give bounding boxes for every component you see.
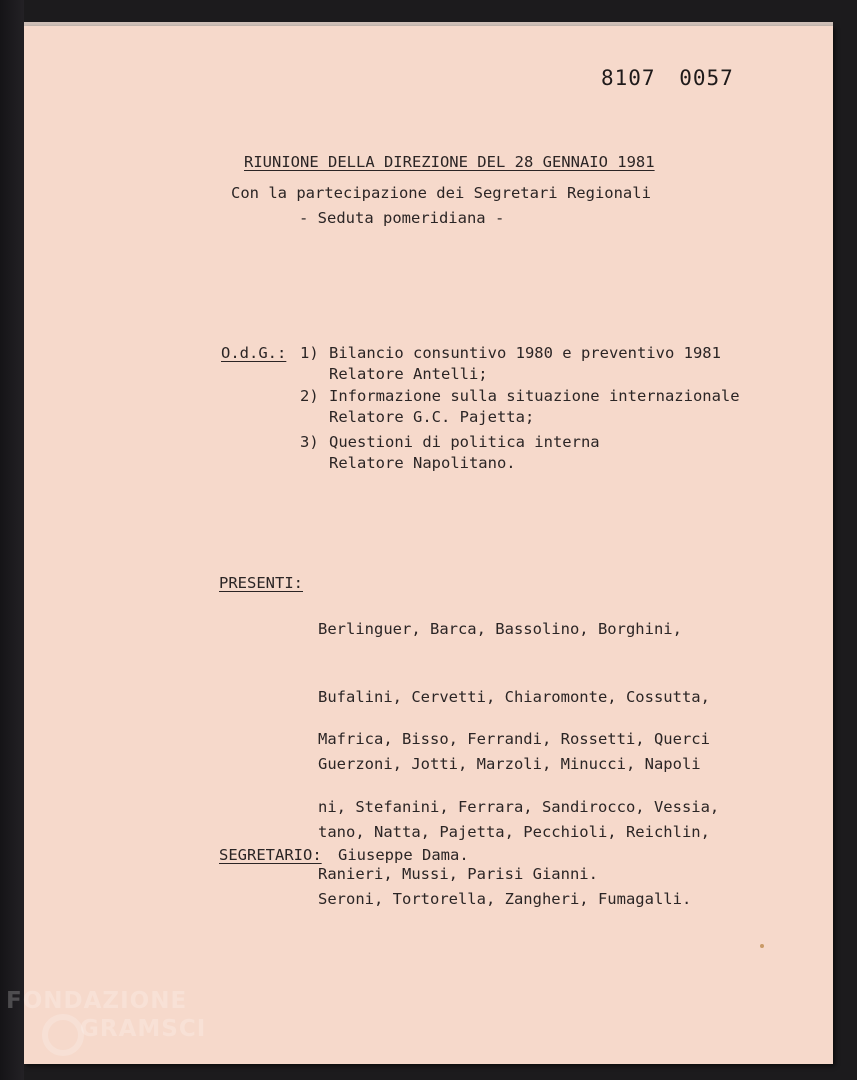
agenda-item-number: 1) bbox=[300, 344, 319, 362]
presenti-line: Guerzoni, Jotti, Marzoli, Minucci, Napoli bbox=[318, 755, 701, 773]
logo-ring-icon bbox=[42, 1014, 84, 1056]
document-title: RIUNIONE DELLA DIREZIONE DEL 28 GENNAIO 1981 bbox=[244, 153, 655, 171]
agenda-item-title: Bilancio consuntivo 1980 e preventivo 1981 bbox=[329, 344, 721, 362]
presenti-regional-list bbox=[318, 683, 719, 908]
segretario-label: SEGRETARIO: bbox=[219, 846, 322, 864]
watermark-line2: GRAMSCI bbox=[80, 1016, 207, 1042]
presenti-line: Ranieri, Mussi, Parisi Gianni. bbox=[318, 865, 598, 883]
agenda-item-rapporteur: Relatore Antelli; bbox=[329, 365, 488, 383]
presenti-line: Berlinguer, Barca, Bassolino, Borghini, bbox=[318, 620, 682, 638]
presenti-line: tano, Natta, Pajetta, Pecchioli, Reichlin, bbox=[318, 822, 710, 841]
scanner-background-left bbox=[0, 0, 24, 1080]
agenda-label: O.d.G.: bbox=[221, 344, 287, 362]
presenti-line: Seroni, Tortorella, Zangheri, Fumagalli. bbox=[318, 890, 692, 908]
fondazione-gramsci-watermark bbox=[6, 988, 211, 1068]
agenda-item-title: Questioni di politica interna bbox=[329, 433, 600, 451]
segretario-name: Giuseppe Dama. bbox=[338, 846, 469, 864]
paper-stain bbox=[760, 944, 764, 948]
agenda-item-number: 3) bbox=[300, 433, 319, 451]
presenti-line: Mafrica, Bisso, Ferrandi, Rossetti, Querci bbox=[318, 730, 710, 748]
presenti-line: Bufalini, Cervetti, Chiaromonte, Cossutta, bbox=[318, 687, 710, 706]
agenda-item-rapporteur: Relatore G.C. Pajetta; bbox=[329, 408, 535, 426]
presenti-label: PRESENTI: bbox=[219, 574, 303, 592]
session-label: - Seduta pomeridiana - bbox=[299, 209, 505, 227]
document-subtitle: Con la partecipazione dei Segretari Regionali bbox=[231, 184, 651, 202]
watermark-line1: FONDAZIONE bbox=[6, 988, 188, 1014]
presenti-line: ni, Stefanini, Ferrara, Sandirocco, Vessia, bbox=[318, 797, 720, 816]
agenda-item-rapporteur: Relatore Napolitano. bbox=[329, 454, 516, 472]
document-number: 8107 0057 bbox=[601, 66, 734, 90]
agenda-item-title: Informazione sulla situazione internazionale bbox=[329, 387, 740, 405]
agenda-item-number: 2) bbox=[300, 387, 319, 405]
